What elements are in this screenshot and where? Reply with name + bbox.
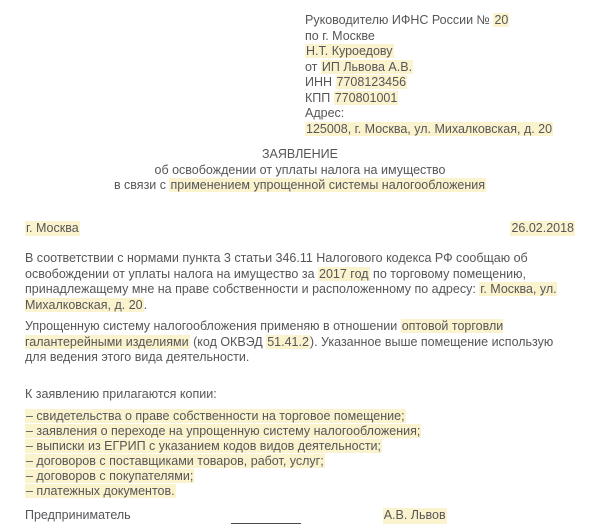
plain-text: от bbox=[305, 59, 321, 74]
attachment-item bbox=[25, 409, 575, 424]
recipient-line-address-label bbox=[305, 106, 575, 122]
highlighted-text: 51.41.2 bbox=[267, 334, 309, 349]
highlighted-text: ИП Львова А.В. bbox=[321, 59, 413, 74]
attachment-item bbox=[25, 484, 575, 499]
recipient-line-inn bbox=[305, 75, 575, 91]
attachment-item-text: – свидетельства о праве собственности на торговое помещение; bbox=[26, 409, 405, 423]
highlighted-text: оптовой торговли галантерейными изделиями bbox=[25, 319, 504, 349]
plain-text: по г. Москве bbox=[305, 28, 375, 43]
body-paragraph-exemption bbox=[25, 251, 575, 313]
highlighted-text: 2017 год bbox=[319, 266, 369, 281]
plain-text: ЗАЯВЛЕНИЕ bbox=[261, 147, 338, 161]
plain-text: . bbox=[143, 297, 148, 312]
recipient-line-kpp bbox=[305, 91, 575, 107]
highlighted-text: г. Москва, ул. Михалковская, д. 20 bbox=[25, 282, 557, 312]
attachment-item bbox=[25, 454, 575, 469]
attachment-item bbox=[25, 439, 575, 454]
plain-text: Руководителю ИФНС России № bbox=[305, 13, 494, 27]
recipient-line-authority bbox=[305, 13, 575, 29]
title-line-1 bbox=[25, 147, 575, 163]
attachments-intro: К заявлению прилагаются копии: bbox=[25, 386, 217, 401]
signature-line bbox=[231, 510, 301, 524]
attachment-item-text: – выписки из ЕГРИП с указанием кодов видов деятельности; bbox=[26, 439, 382, 453]
attachment-item-text: – договоров с поставщиками товаров, работ, услуг; bbox=[26, 454, 324, 468]
plain-text: в связи с bbox=[113, 178, 170, 192]
recipient-line-official-name bbox=[305, 44, 575, 60]
highlighted-text: 770801001 bbox=[334, 90, 398, 105]
recipient-block bbox=[305, 13, 575, 137]
document-title bbox=[25, 147, 575, 194]
plain-text: В соответствии с нормами пункта 3 статьи 346.11 Налогового кодекса РФ сообщаю об освобождении от уплаты налога на имущество за bbox=[25, 251, 528, 281]
plain-text: Упрощенную систему налогообложения применяю в отношении bbox=[25, 319, 401, 333]
highlighted-text: 125008, г. Москва, ул. Михалковская, д. 20 bbox=[306, 121, 553, 136]
signature-name: А.В. Львов bbox=[383, 508, 446, 522]
plain-text: об освобождении от уплаты налога на имущество bbox=[154, 162, 446, 177]
title-line-2 bbox=[25, 163, 575, 179]
highlighted-text: применением упрощенной системы налогообложения bbox=[170, 178, 486, 192]
plain-text: ). Указанное выше помещение использую для ведения этого вида деятельности. bbox=[25, 334, 554, 364]
attachments-list bbox=[25, 409, 575, 499]
attachment-item-text: – заявления о переходе на упрощенную систему налогообложения; bbox=[26, 424, 421, 438]
recipient-line-applicant bbox=[305, 60, 575, 76]
plain-text: Адрес: bbox=[305, 106, 345, 120]
signature-role-label: Предприниматель bbox=[25, 508, 131, 522]
plain-text: ИНН bbox=[305, 75, 336, 89]
document-place: г. Москва bbox=[26, 220, 79, 235]
recipient-line-address-value bbox=[305, 122, 575, 138]
attachment-item bbox=[25, 469, 575, 484]
highlighted-text: Н.Т. Куроедову bbox=[306, 44, 393, 58]
body-paragraph-usn-activity bbox=[25, 319, 575, 366]
recipient-line-city bbox=[305, 29, 575, 45]
plain-text: (код ОКВЭД bbox=[189, 334, 267, 349]
place-and-date-row bbox=[25, 221, 575, 237]
attachment-item-text: – платежных документов. bbox=[26, 484, 175, 498]
plain-text: по торговому помещению, принадлежащему мне на праве собственности и расположенному по адресу: bbox=[25, 266, 526, 296]
plain-text: КПП bbox=[305, 90, 334, 105]
attachment-item-text: – договоров с покупателями; bbox=[26, 469, 194, 483]
document-date: 26.02.2018 bbox=[511, 220, 574, 235]
signature-row bbox=[25, 508, 575, 524]
title-line-3 bbox=[25, 178, 575, 194]
highlighted-text: 20 bbox=[494, 13, 509, 27]
attachment-item bbox=[25, 424, 575, 439]
highlighted-text: 7708123456 bbox=[336, 75, 407, 89]
